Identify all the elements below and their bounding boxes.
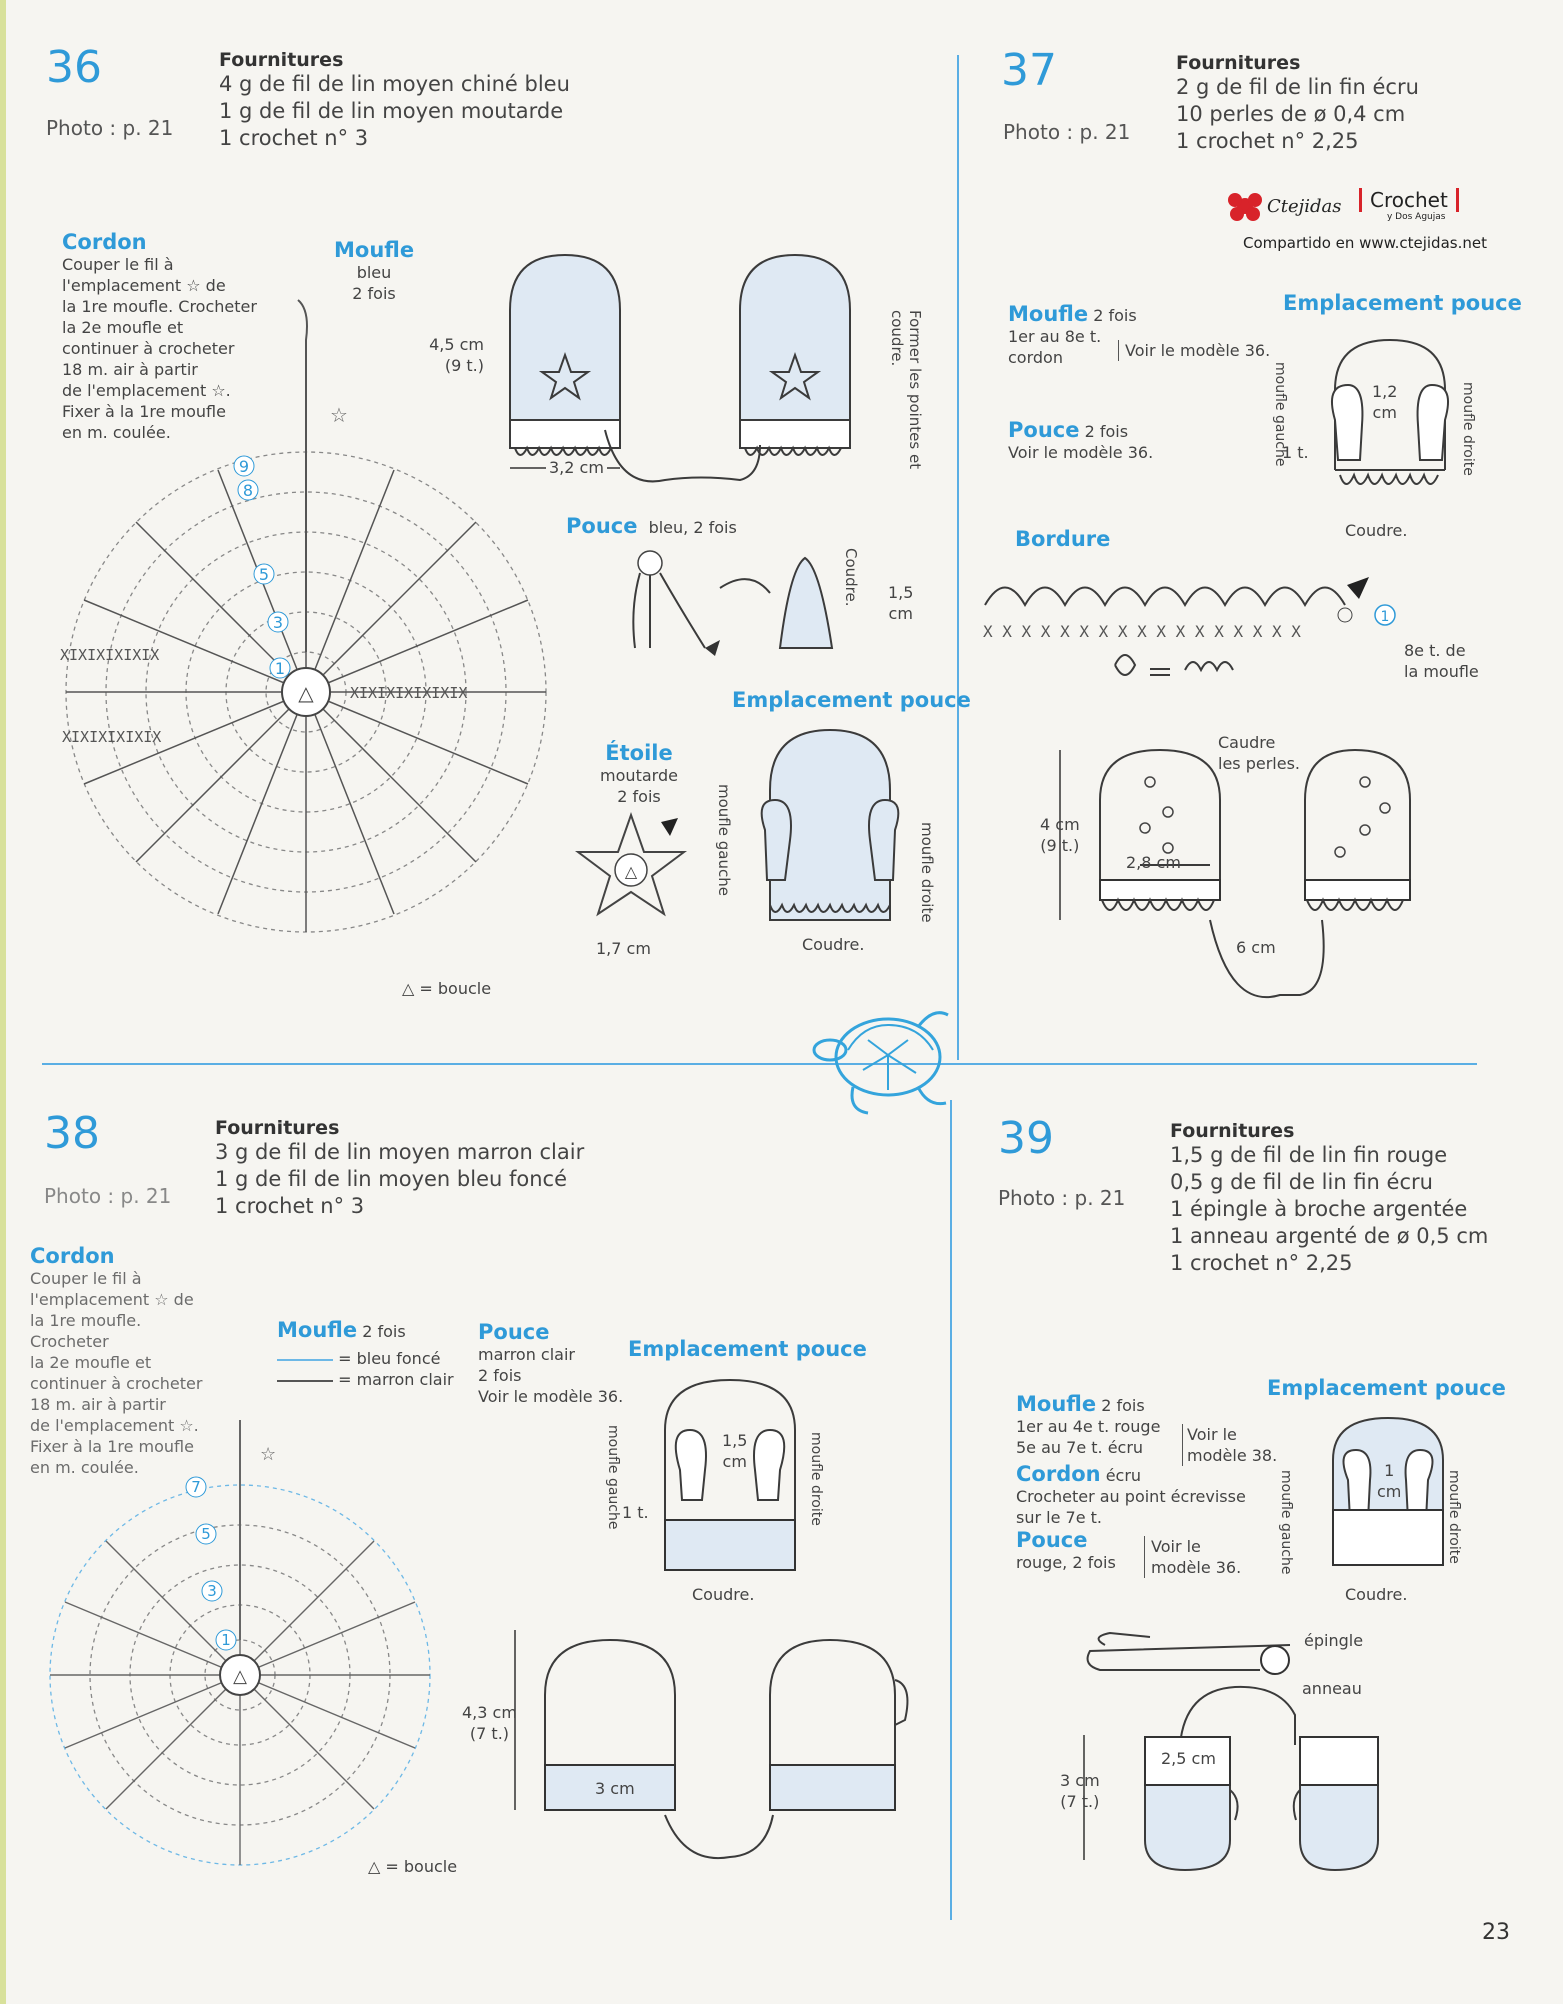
row-marker: 1 [221, 1631, 231, 1649]
fourniture-item: 1 g de fil de lin moyen bleu foncé [215, 1167, 568, 1191]
model-36-side-note: Former les pointes et coudre. [888, 310, 924, 470]
model-39-emp-size [1377, 1460, 1401, 1502]
model-37-height [1040, 814, 1080, 856]
model-38-pouce [478, 1320, 623, 1407]
legend-brown [277, 1369, 454, 1390]
fourniture-item: 1 crochet n° 2,25 [1176, 129, 1359, 153]
fourniture-item: 4 g de fil de lin moyen chiné bleu [219, 72, 570, 96]
pouce-line: 2 fois [478, 1366, 522, 1385]
moufle-count: 2 fois [352, 284, 396, 303]
model-37-emp-row: 1 t. [1282, 443, 1309, 462]
model-38-emp-size [722, 1430, 747, 1472]
cordon-title: Cordon [1016, 1462, 1101, 1486]
vertical-divider-bottom [950, 1100, 952, 1920]
size-value: 1,2 [1372, 382, 1398, 401]
moufle-count: 2 fois [1101, 1396, 1145, 1415]
page-number: 23 [1482, 1920, 1510, 1945]
left-yellow-edge [0, 0, 6, 2004]
fourniture-item: 1 crochet n° 3 [219, 126, 369, 150]
model-39-number: 39 [998, 1113, 1054, 1164]
model-38-fournitures [215, 1117, 584, 1220]
cordon-line: sur le 7e t. [1016, 1508, 1102, 1527]
model-38-width: 3 cm [592, 1778, 638, 1799]
cordon-line: l'emplacement ☆ de [30, 1290, 194, 1309]
model-38-emp-title: Emplacement pouce [628, 1337, 867, 1361]
moufle-row: cordon [1008, 348, 1063, 367]
model-36-fournitures [219, 49, 570, 152]
model-39-photo: Photo : p. 21 [998, 1186, 1126, 1210]
cordon-line: Couper le fil à [30, 1269, 142, 1288]
model-39-pouce-ref: Voir le modèle 36. [1144, 1536, 1261, 1578]
model-39-emp-title: Emplacement pouce [1267, 1376, 1506, 1400]
model-38-height [462, 1702, 517, 1744]
model-39-moufle-ref: Voir le modèle 38. [1182, 1424, 1287, 1466]
model-39-coudre: Coudre. [1345, 1585, 1408, 1604]
size-value: 1,5 [888, 583, 914, 602]
cordon-line: continuer à crocheter [62, 339, 235, 358]
fournitures-title: Fournitures [219, 49, 344, 71]
model-39-fournitures [1170, 1120, 1488, 1277]
height-rows: (7 t.) [469, 1724, 510, 1743]
svg-text:☆: ☆ [330, 403, 348, 427]
note-line: Caudre [1218, 733, 1276, 752]
model-39-epingle: épingle [1304, 1631, 1364, 1650]
size-value: 1,5 [722, 1431, 748, 1450]
cordon-line: de l'emplacement ☆. [30, 1416, 199, 1435]
cordon-title: Cordon [62, 230, 147, 254]
size-unit: cm [722, 1452, 747, 1471]
row-marker: 8 [242, 481, 254, 500]
cordon-line: Crocheter au point écrevisse [1016, 1487, 1246, 1506]
model-37-bordure-note [1404, 640, 1479, 682]
moufle-gauche-label: moufle gauche [715, 784, 733, 896]
pouce-ref: Voir le modèle 36. [1008, 443, 1154, 462]
fourniture-item: 10 perles de ø 0,4 cm [1176, 102, 1406, 126]
height-value: 4,5 cm [429, 335, 484, 354]
model-37-number: 37 [1001, 45, 1057, 96]
size-unit: cm [1377, 1482, 1402, 1501]
moufle-title: Moufle [1016, 1392, 1097, 1416]
flower-icon [1225, 186, 1265, 226]
model-39-height [1060, 1770, 1100, 1812]
cordon-line: Crocheter [30, 1332, 109, 1351]
row-marker: 3 [207, 1582, 217, 1600]
model-36-emp-title: Emplacement pouce [732, 688, 971, 712]
model-36-etoile-label [594, 741, 684, 807]
fourniture-item: 0,5 g de fil de lin fin écru [1170, 1170, 1433, 1194]
fourniture-item: 1 crochet n° 3 [215, 1194, 365, 1218]
svg-text:XIXIXIXIXIX: XIXIXIXIXIX [60, 646, 160, 664]
pouce-line: Voir le modèle 36. [478, 1387, 624, 1406]
pouce-title: Pouce [1016, 1528, 1088, 1552]
horizontal-divider [42, 1063, 1477, 1065]
logo-sub: y Dos Agujas [1387, 212, 1446, 222]
moufle-count: 2 fois [362, 1322, 406, 1341]
model-39-moufle [1016, 1392, 1160, 1458]
fourniture-item: 1 crochet n° 2,25 [1170, 1251, 1353, 1275]
moufle-title: Moufle [1008, 302, 1089, 326]
height-value: 4,3 cm [462, 1703, 517, 1722]
moufle-count: 2 fois [1093, 306, 1137, 325]
model-37-moufle-ref: Voir le modèle 36. [1118, 340, 1270, 361]
fourniture-item: 1 épingle à broche argentée [1170, 1197, 1468, 1221]
model-38-moufle [277, 1318, 454, 1390]
cordon-title: Cordon [30, 1244, 115, 1268]
pouce-title: Pouce [478, 1320, 550, 1344]
cordon-line: l'emplacement ☆ de [62, 276, 226, 295]
row-marker: 3 [272, 613, 284, 632]
height-rows: (9 t.) [444, 356, 484, 375]
model-37-photo: Photo : p. 21 [1003, 120, 1131, 144]
turtle-icon [808, 995, 958, 1125]
pouce-sub: bleu, 2 fois [648, 518, 737, 537]
moufle-color: bleu [356, 263, 392, 282]
logo-brand: Ctejidas [1267, 196, 1342, 217]
model-38-emp-diagram [650, 1370, 810, 1580]
model-38-boucle-legend: △ = boucle [368, 1857, 458, 1876]
cordon-line: Couper le fil à [62, 255, 174, 274]
height-value: 3 cm [1060, 1771, 1100, 1790]
cordon-line: en m. coulée. [62, 423, 171, 442]
model-36-height [420, 334, 484, 376]
pouce-line: rouge, 2 fois [1016, 1553, 1116, 1572]
moufle-row: 1er au 8e t. [1008, 327, 1102, 346]
fourniture-item: 2 g de fil de lin fin écru [1176, 75, 1419, 99]
moufle-row: 1er au 4e t. rouge [1016, 1417, 1161, 1436]
cordon-line: continuer à crocheter [30, 1374, 203, 1393]
logo-crochet: Crochet [1359, 188, 1459, 212]
cordon-line: en m. coulée. [30, 1458, 139, 1477]
model-37-bordure-diagram [975, 565, 1405, 705]
model-39-mittens [1070, 1615, 1400, 1885]
model-37-fournitures [1176, 52, 1419, 155]
size-unit: cm [888, 604, 913, 623]
model-37-width: 2,8 cm [1126, 853, 1181, 872]
vertical-divider-top [957, 55, 959, 1060]
model-36-width: 3,2 cm [546, 457, 607, 478]
size-value: 1 [1384, 1461, 1395, 1480]
model-38-mittens [505, 1625, 935, 1875]
row-marker: 1 [1380, 609, 1390, 625]
model-36-mittens [460, 240, 920, 510]
svg-text:△: △ [624, 862, 638, 881]
fourniture-item: 1,5 g de fil de lin fin rouge [1170, 1143, 1448, 1167]
svg-text:XIXIXIXIXIX: XIXIXIXIXIX [62, 728, 162, 746]
cordon-line: de l'emplacement ☆. [62, 381, 231, 400]
legend-label: = bleu foncé [338, 1349, 441, 1368]
model-39-cordon [1016, 1462, 1246, 1528]
pouce-title: Pouce [1008, 418, 1080, 442]
moufle-gauche-label: moufle gauche [1278, 1470, 1294, 1575]
model-36-etoile-diagram [566, 810, 696, 930]
note-line: les perles. [1218, 754, 1300, 773]
fourniture-item: 3 g de fil de lin moyen marron clair [215, 1140, 585, 1164]
cordon-line: la 1re moufle. [30, 1311, 142, 1330]
note-line: la moufle [1404, 662, 1479, 681]
model-36-emp-diagram [755, 720, 915, 950]
moufle-droite-label: moufle droite [1446, 1470, 1462, 1564]
pouce-title: Pouce [566, 514, 638, 538]
cordon-line: la 2e moufle et [30, 1353, 152, 1372]
model-39-pouce [1016, 1528, 1116, 1573]
model-36-coudre: Coudre. [802, 935, 865, 954]
row-marker: 5 [201, 1525, 211, 1543]
fourniture-item: 1 g de fil de lin moyen moutarde [219, 99, 564, 123]
cordon-line: 18 m. air à partir [62, 360, 198, 379]
svg-text:XIXIXIXIXIXIX: XIXIXIXIXIXIX [350, 684, 468, 702]
logo-shared: Compartido en www.ctejidas.net [1243, 234, 1487, 252]
moufle-row: 5e au 7e t. écru [1016, 1438, 1144, 1457]
model-37-coudre: Coudre. [1345, 521, 1408, 540]
model-36-photo: Photo : p. 21 [46, 116, 174, 140]
cordon-color: écru [1105, 1466, 1142, 1485]
etoile-title: Étoile [605, 741, 673, 765]
model-39-anneau: anneau [1302, 1679, 1362, 1698]
model-38-photo: Photo : p. 21 [44, 1184, 172, 1208]
svg-text:☆: ☆ [260, 1444, 277, 1465]
moufle-droite-label: moufle droite [918, 822, 936, 923]
etoile-count: 2 fois [617, 787, 661, 806]
pouce-line: marron clair [478, 1345, 575, 1364]
moufle-gauche-label: moufle gauche [605, 1425, 621, 1530]
moufle-title: Moufle [334, 238, 415, 262]
model-36-etoile-size: 1,7 cm [596, 939, 651, 958]
fournitures-title: Fournitures [1176, 52, 1301, 74]
moufle-gauche-label: moufle gauche [1272, 362, 1288, 467]
moufle-droite-label: moufle droite [1460, 382, 1476, 476]
cordon-line: 18 m. air à partir [30, 1395, 166, 1414]
note-line: 8e t. de [1404, 641, 1466, 660]
model-36-pouce-coudre: Coudre. [842, 548, 860, 607]
pouce-count: 2 fois [1084, 422, 1129, 441]
height-rows: (7 t.) [1060, 1792, 1100, 1811]
svg-text:△: △ [233, 1666, 247, 1687]
row-marker: 9 [238, 457, 250, 476]
model-39-width: 2,5 cm [1158, 1748, 1219, 1769]
legend-label: = marron clair [338, 1370, 454, 1389]
height-rows: (9 t.) [1040, 836, 1080, 855]
moufle-title: Moufle [277, 1318, 358, 1342]
model-37-cord: 6 cm [1236, 938, 1276, 957]
height-value: 4 cm [1040, 815, 1080, 834]
model-38-round-chart [30, 1420, 470, 1880]
cordon-line: la 2e moufle et [62, 318, 184, 337]
row-marker: 1 [274, 659, 286, 678]
size-unit: cm [1372, 403, 1397, 422]
etoile-color: moutarde [600, 766, 678, 785]
cordon-line: Fixer à la 1re moufle [62, 402, 226, 421]
fourniture-item: 1 anneau argenté de ø 0,5 cm [1170, 1224, 1489, 1248]
model-37-mittens [1050, 740, 1420, 1010]
model-37-emp-size [1372, 381, 1397, 423]
model-38-emp-row: 1 t. [622, 1503, 649, 1522]
model-36-boucle-legend: △ = boucle [402, 979, 492, 998]
svg-text:△: △ [298, 681, 314, 705]
svg-text:X X X X X X X X X X X X X X X: X X X X X X X X X X X X X X X X X [983, 622, 1301, 641]
model-36-pouce-label [566, 514, 737, 538]
model-38-coudre: Coudre. [692, 1585, 755, 1604]
cordon-line: la 1re moufle. Crocheter [62, 297, 257, 316]
legend-blue [277, 1348, 454, 1369]
model-38-number: 38 [44, 1108, 100, 1159]
model-36-pouce-size [888, 582, 913, 624]
model-37-emp-title: Emplacement pouce [1283, 291, 1522, 315]
model-37-pouce [1008, 418, 1153, 463]
model-37-bordure-title: Bordure [1015, 527, 1111, 551]
model-36-number: 36 [46, 42, 102, 93]
row-marker: 5 [258, 565, 270, 584]
fournitures-title: Fournitures [1170, 1120, 1295, 1142]
cordon-line: Fixer à la 1re moufle [30, 1437, 194, 1456]
row-marker: 7 [191, 1478, 201, 1496]
moufle-droite-label: moufle droite [808, 1432, 824, 1526]
fournitures-title: Fournitures [215, 1117, 340, 1139]
